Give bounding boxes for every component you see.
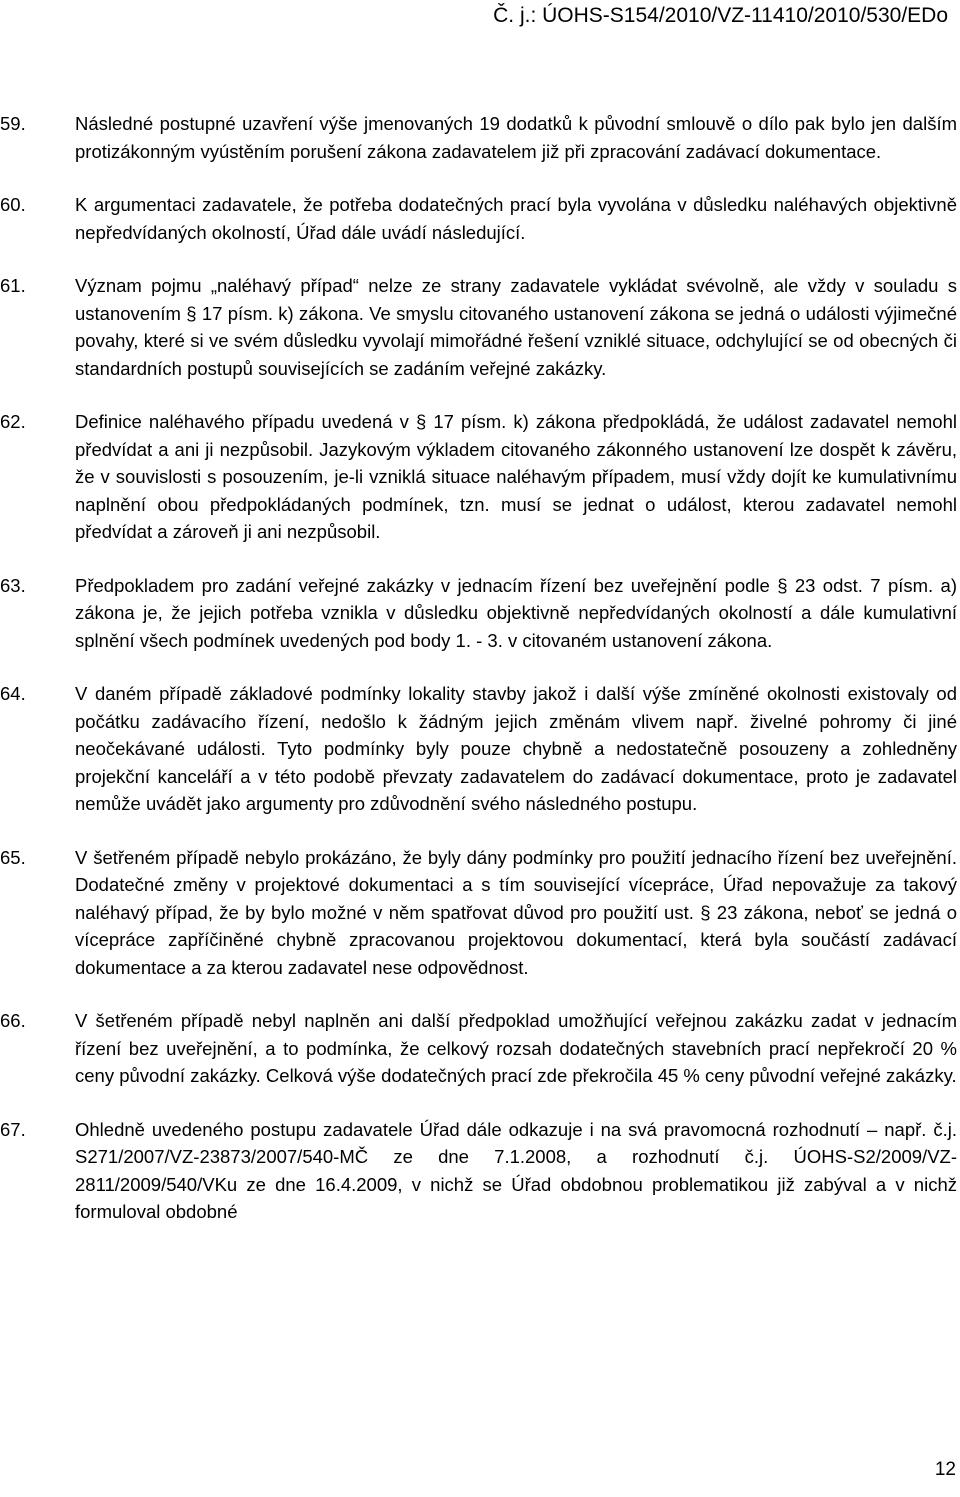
paragraph-65 [0, 844, 960, 982]
paragraph-67 [0, 1116, 960, 1226]
paragraph-64 [0, 680, 960, 818]
paragraph-number: 60. [0, 194, 26, 215]
paragraph-62 [0, 408, 960, 546]
paragraph-number: 62. [0, 411, 26, 432]
paragraph-text: V daném případě základové podmínky lokality stavby jakož i další výše zmíněné okolnosti existovaly od počátku zadávacího řízení, nedošlo k žádným jejich změnám vlivem např. živelné pohromy či jiné neočekávané události. Tyto podmínky byly pouze chybně a nedostatečně posouzeny a zohledněny projekční kanceláří a v této podobě převzaty zadavatelem do zadávací dokumentace, proto je zadavatel nemůže uvádět jako argumenty pro zdůvodnění svého následného postupu. [75, 683, 957, 814]
paragraph-number: 66. [0, 1010, 26, 1031]
paragraph-text: Následné postupné uzavření výše jmenovaných 19 dodatků k původní smlouvě o dílo pak bylo jen dalším protizákonným vyústěním porušení zákona zadavatelem již při zpracování zadávací dokumentace. [75, 113, 957, 162]
paragraph-number: 61. [0, 275, 26, 296]
paragraph-text: Ohledně uvedeného postupu zadavatele Úřad dále odkazuje i na svá pravomocná rozhodnutí – např. č.j. S271/2007/VZ-23873/2007/540-MČ ze dne 7.1.2008, a rozhodnutí č.j. ÚOHS-S2/2009/VZ-2811/2009/540/VKu ze dne 16.4.2009, v nichž se Úřad obdobnou problematikou již zabýval a v nichž formuloval obdobné [75, 1118, 957, 1222]
paragraph-60 [0, 191, 960, 246]
paragraph-text: Význam pojmu „naléhavý případ“ nelze ze strany zadavatele vykládat svévolně, ale vždy v souladu s ustanovením § 17 písm. k) zákona. Ve smyslu citovaného ustanovení zákona se jedná o události výjimečné povahy, které si ve svém důsledku vyvolají mimořádné řešení vzniklé situace, odchylující se od obecných či standardních postupů souvisejících se zadáním veřejné zakázky. [75, 275, 957, 379]
paragraph-text: K argumentaci zadavatele, že potřeba dodatečných prací byla vyvolána v důsledku naléhavých objektivně nepředvídaných okolností, Úřad dále uvádí následující. [75, 194, 957, 243]
paragraph-66 [0, 1007, 960, 1090]
paragraph-59 [0, 110, 960, 165]
document-reference-header: Č. j.: ÚOHS-S154/2010/VZ-11410/2010/530/EDo [493, 4, 948, 27]
paragraph-63 [0, 572, 960, 655]
page-number: 12 [934, 1459, 956, 1480]
document-body [0, 110, 960, 1252]
paragraph-text: Předpokladem pro zadání veřejné zakázky v jednacím řízení bez uveřejnění podle § 23 odst. 7 písm. a) zákona je, že jejich potřeba vznikla v důsledku objektivně nepředvídaných okolností a dále kumulativní splnění všech podmínek uvedených pod body 1. - 3. v citovaném ustanovení zákona. [75, 574, 957, 651]
paragraph-number: 64. [0, 683, 26, 704]
paragraph-number: 59. [0, 113, 26, 134]
paragraph-number: 63. [0, 574, 26, 596]
paragraph-number: 67. [0, 1118, 26, 1140]
paragraph-text: V šetřeném případě nebylo prokázáno, že byly dány podmínky pro použití jednacího řízení bez uveřejnění. Dodatečné změny v projektové dokumentaci a s tím související vícepráce, Úřad nepovažuje za takový naléhavý případ, že by bylo možné v něm spatřovat důvod pro použití ust. § 23 zákona, neboť se jedná o vícepráce zapříčiněné chybně zpracovanou projektovou dokumentací, která byla součástí zadávací dokumentace a za kterou zadavatel nese odpovědnost. [75, 846, 957, 978]
paragraph-text: Definice naléhavého případu uvedená v § 17 písm. k) zákona předpokládá, že událost zadavatel nemohl předvídat a ani ji nezpůsobil. Jazykovým výkladem citovaného zákonného ustanovení lze dospět k závěru, že v souvislosti s posouzením, je-li vzniklá situace naléhavým případem, musí vždy dojít ke kumulativnímu naplnění obou předpokládaných podmínek, tzn. musí se jednat o událost, kterou zadavatel nemohl předvídat a zároveň ji ani nezpůsobil. [75, 411, 957, 542]
paragraph-61 [0, 272, 960, 382]
paragraph-text: V šetřeném případě nebyl naplněn ani další předpoklad umožňující veřejnou zakázku zadat v jednacím řízení bez uveřejnění, a to podmínka, že celkový rozsah dodatečných stavebních prací nepřekročí 20 % ceny původní zakázky. Celková výše dodatečných prací zde překročila 45 % ceny původní veřejné zakázky. [75, 1010, 957, 1086]
paragraph-number: 65. [0, 846, 26, 868]
